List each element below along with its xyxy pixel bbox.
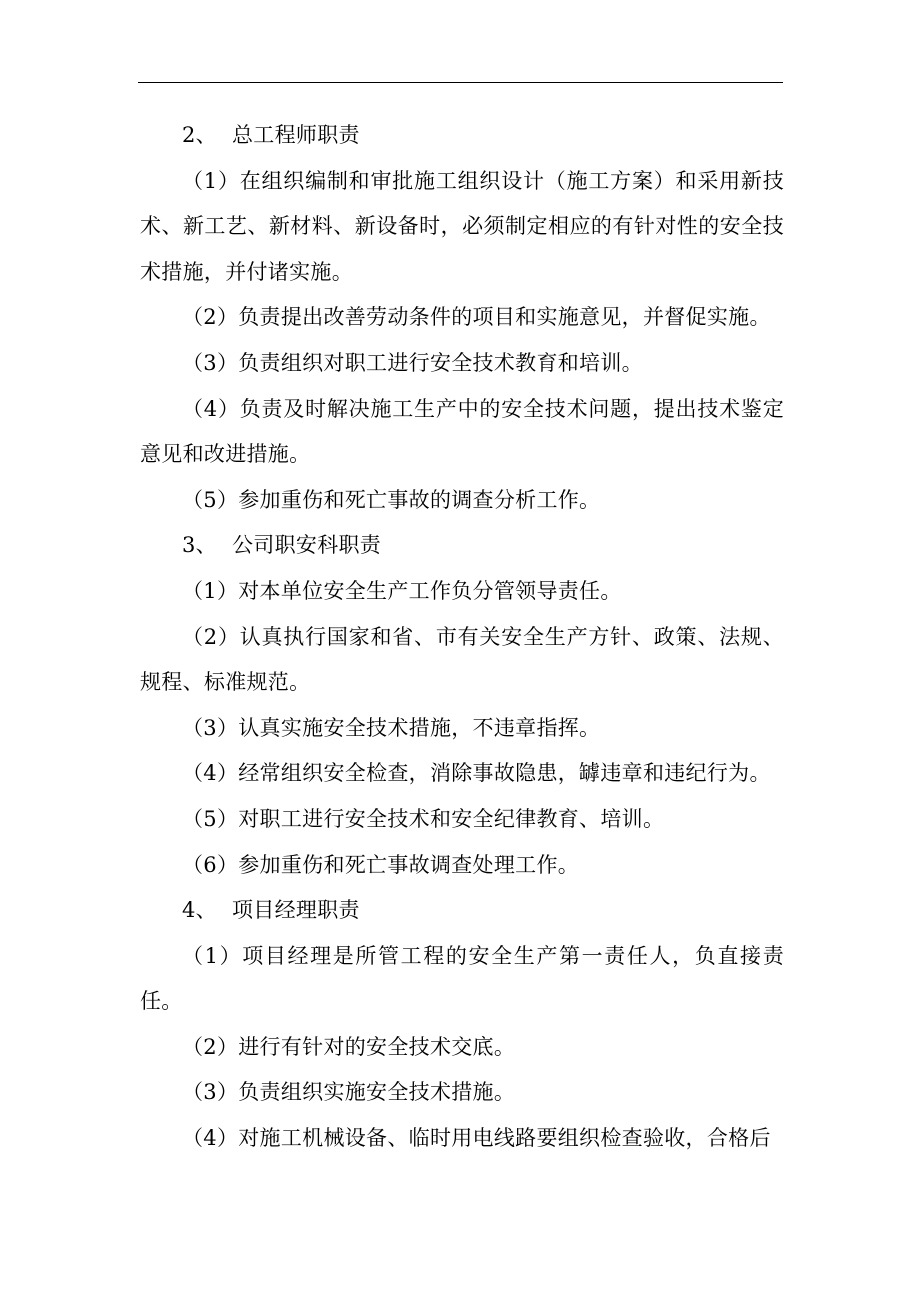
paragraph: （3）负责组织实施安全技术措施。 — [182, 1080, 516, 1105]
section-title: 公司职安科职责 — [232, 533, 382, 558]
paragraph: （5）参加重伤和死亡事故的调查分析工作。 — [182, 487, 601, 512]
section-number: 2、 — [182, 123, 217, 147]
paragraph: （4）负责及时解决施工生产中的安全技术问题，提出技术鉴定意见和改进措施。 — [140, 396, 784, 467]
paragraph: （1）项目经理是所管工程的安全生产第一责任人，负直接责任。 — [140, 943, 784, 1014]
paragraph: （1）对本单位安全生产工作负分管领导责任。 — [182, 578, 622, 603]
section-title: 总工程师职责 — [232, 123, 360, 147]
section-number: 3、 — [182, 533, 217, 558]
section-heading — [140, 523, 784, 569]
paragraph: （5）对职工进行安全技术和安全纪律教育、培训。 — [182, 806, 665, 831]
paragraph: （4）对施工机械设备、临时用电线路要组织检查验收，合格后 — [182, 1126, 771, 1151]
section-title: 项目经理职责 — [232, 898, 360, 923]
paragraph: （1）在组织编制和审批施工组织设计（施工方案）和采用新技术、新工艺、新材料、新设备时，必须制定相应的有针对性的安全技术措施，并付诸实施。 — [140, 168, 784, 284]
paragraph: （2）进行有针对的安全技术交底。 — [182, 1034, 516, 1059]
document-body — [140, 113, 784, 1162]
paragraph: （3）认真实施安全技术措施，不违章指挥。 — [182, 715, 601, 740]
paragraph: （2）负责提出改善劳动条件的项目和实施意见，并督促实施。 — [182, 305, 771, 330]
paragraph: （4）经常组织安全检查，消除事故隐患，罅违章和违纪行为。 — [182, 761, 771, 786]
paragraph: （3）负责组织对职工进行安全技术教育和培训。 — [182, 350, 643, 375]
paragraph: （6）参加重伤和死亡事故调查处理工作。 — [182, 852, 580, 877]
paragraph: （2）认真执行国家和省、市有关安全生产方针、政策、法规、规程、标准规范。 — [140, 624, 784, 695]
header-rule — [138, 82, 783, 83]
section-number: 4、 — [182, 898, 217, 923]
section-heading — [140, 888, 784, 934]
section-heading — [140, 113, 784, 159]
